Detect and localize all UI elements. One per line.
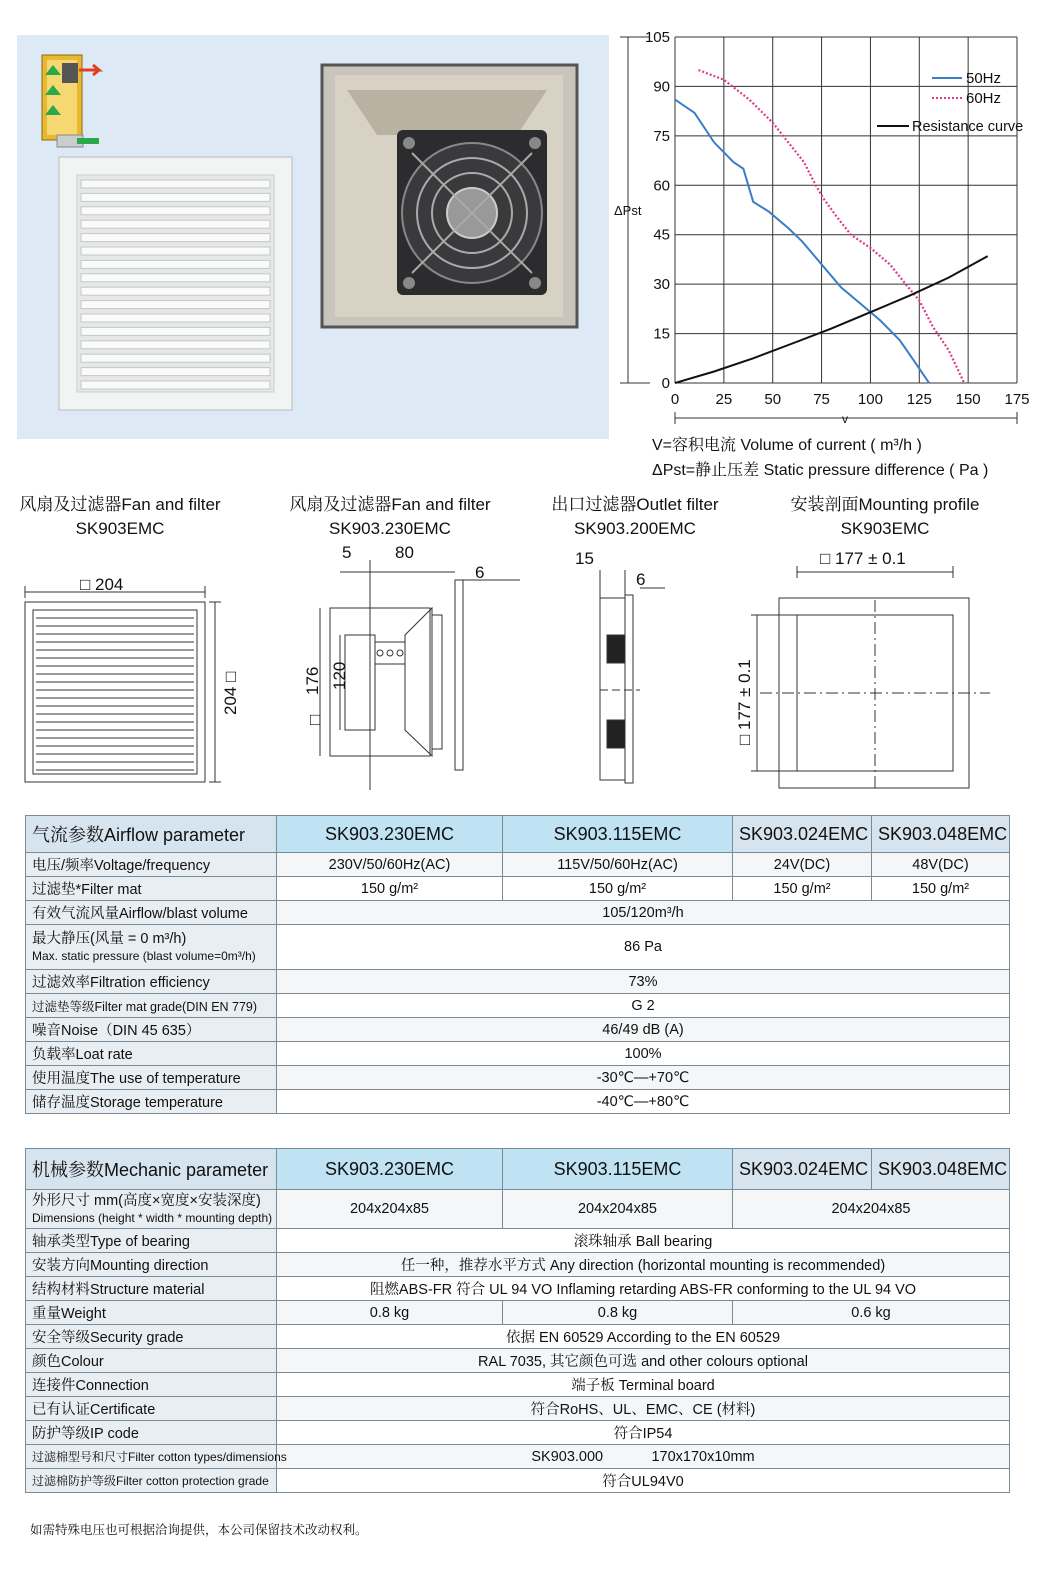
- row-label: 储存温度Storage temperature: [26, 1090, 277, 1114]
- cell: 204x204x85: [503, 1190, 733, 1229]
- cell: 符合RoHS、UL、EMC、CE (材料): [277, 1397, 1010, 1421]
- cell: 46/49 dB (A): [277, 1018, 1010, 1042]
- row-label: 安全等级Security grade: [26, 1325, 277, 1349]
- x-tick-label: 175: [1004, 391, 1030, 408]
- table-row: [26, 901, 1010, 925]
- cell: 0.8 kg: [503, 1301, 733, 1325]
- row-label: 负载率Loat rate: [26, 1042, 277, 1066]
- row-label: 已有认证Certificate: [26, 1397, 277, 1421]
- x-tick-label: 0: [670, 391, 680, 408]
- mechanic-header-model-024: SK903.024EMC: [733, 1149, 872, 1190]
- legend-label-1: 60Hz: [966, 90, 1002, 107]
- y-tick-label: 15: [653, 325, 670, 343]
- table-row: [26, 1277, 1010, 1301]
- cell: 150 g/m²: [503, 877, 733, 901]
- row-label: 重量Weight: [26, 1301, 277, 1325]
- chart-svg: [612, 25, 1032, 480]
- drawing-outlet-section: [600, 570, 665, 783]
- filter-grille-photo: [59, 157, 292, 410]
- table-row: [26, 1349, 1010, 1373]
- table-row: [26, 853, 1010, 877]
- cell: 150 g/m²: [872, 877, 1010, 901]
- airflow-table-header: [26, 816, 1010, 853]
- dim-204-width: □ 204: [80, 575, 124, 594]
- y-tick-label: 30: [653, 276, 670, 294]
- drawing-3-title: [540, 493, 730, 541]
- cell: 滚珠轴承 Ball bearing: [277, 1229, 1010, 1253]
- mechanic-header-model-115: SK903.115EMC: [503, 1149, 733, 1190]
- dim-176: 176: [303, 666, 322, 695]
- cell: 阻燃ABS-FR 符合 UL 94 VO Inflaming retarding ABS-FR conforming to the UL 94 VO: [277, 1277, 1010, 1301]
- table-row: [26, 925, 1010, 970]
- chart-y-axis-legend: ΔPst=静止压差 Static pressure difference ( Pa ): [652, 462, 989, 479]
- cell: -30℃—+70℃: [277, 1066, 1010, 1090]
- drawing-1-name: 风扇及过滤器Fan and filter: [19, 495, 221, 514]
- cell: 24V(DC): [733, 853, 872, 877]
- mechanic-header-model-230: SK903.230EMC: [277, 1149, 503, 1190]
- table-row: [26, 1229, 1010, 1253]
- dim-15: 15: [575, 549, 594, 568]
- row-label: 轴承类型Type of bearing: [26, 1229, 277, 1253]
- dim-120: 120: [330, 661, 349, 690]
- cell: 符合IP54: [277, 1421, 1010, 1445]
- row-label: 使用温度The use of temperature: [26, 1066, 277, 1090]
- table-row: [26, 1301, 1010, 1325]
- row-label-main: 最大静压(风量 = 0 m³/h): [32, 931, 187, 947]
- cell: 依据 EN 60529 According to the EN 60529: [277, 1325, 1010, 1349]
- drawing-3-name: 出口过滤器Outlet filter: [551, 495, 719, 514]
- product-photos: [17, 35, 609, 439]
- row-label: 过滤棉型号和尺寸Filter cotton types/dimensions: [26, 1445, 277, 1469]
- table-row: [26, 1445, 1010, 1469]
- technical-drawings: [0, 540, 1054, 805]
- row-label: [26, 925, 277, 970]
- drawing-2-title: [280, 493, 500, 541]
- dim-177-width: □ 177 ± 0.1: [820, 549, 906, 568]
- row-label-main: 外形尺寸 mm(高度×宽度×安装深度): [32, 1192, 261, 1209]
- mechanic-header-label: 机械参数Mechanic parameter: [26, 1149, 277, 1190]
- row-label: 过滤效率Filtration efficiency: [26, 970, 277, 994]
- cell: 端子板 Terminal board: [277, 1373, 1010, 1397]
- row-label: 连接件Connection: [26, 1373, 277, 1397]
- airflow-diagram-icon: [42, 55, 99, 147]
- cell: 0.6 kg: [733, 1301, 1010, 1325]
- row-label: 有效气流风量Airflow/blast volume: [26, 901, 277, 925]
- footnote: 如需特殊电压也可根据洽询提供，本公司保留技术改动权利。: [30, 1523, 368, 1537]
- cell: G 2: [277, 994, 1010, 1018]
- row-label: 过滤棉防护等级Filter cotton protection grade: [26, 1469, 277, 1493]
- drawing-1-title: [10, 493, 230, 541]
- airflow-header-model-115: SK903.115EMC: [503, 816, 733, 853]
- drawing-1-model: SK903EMC: [75, 519, 165, 538]
- y-tick-label: 0: [661, 375, 670, 392]
- cell: SK903.000 170x170x10mm: [277, 1445, 1010, 1469]
- mechanic-table-header: [26, 1149, 1010, 1190]
- table-row: [26, 994, 1010, 1018]
- legend-label-2: Resistance curve: [912, 119, 1024, 135]
- airflow-header-model-024: SK903.024EMC: [733, 816, 872, 853]
- airflow-parameter-table: [25, 815, 1010, 1114]
- drawing-4-name: 安装剖面Mounting profile: [790, 495, 980, 514]
- drawing-mounting-profile: [751, 566, 990, 790]
- row-label: 噪音Noise（DIN 45 635）: [26, 1018, 277, 1042]
- x-tick-label: 100: [857, 391, 883, 408]
- row-label: 过滤垫*Filter mat: [26, 877, 277, 901]
- y-tick-label: 75: [653, 127, 670, 145]
- cell: 100%: [277, 1042, 1010, 1066]
- table-row: [26, 1066, 1010, 1090]
- cell: 150 g/m²: [277, 877, 503, 901]
- table-row: [26, 1325, 1010, 1349]
- row-label: 颜色Colour: [26, 1349, 277, 1373]
- product-photo-panel: [17, 35, 609, 439]
- y-tick-label: 60: [653, 177, 670, 195]
- x-tick-label: 125: [906, 391, 932, 408]
- x-tick-label: 75: [813, 391, 830, 408]
- cell: 115V/50/60Hz(AC): [503, 853, 733, 877]
- table-row: [26, 1042, 1010, 1066]
- cell: 204x204x85: [277, 1190, 503, 1229]
- table-row: [26, 1397, 1010, 1421]
- table-row: [26, 1253, 1010, 1277]
- table-row: [26, 877, 1010, 901]
- drawing-3-model: SK903.200EMC: [574, 519, 696, 538]
- airflow-header-model-048: SK903.048EMC: [872, 816, 1010, 853]
- x-tick-label: 25: [715, 391, 733, 408]
- cell: 符合UL94V0: [277, 1469, 1010, 1493]
- cell: 204x204x85: [733, 1190, 1010, 1229]
- x-tick-label: 50: [764, 391, 782, 408]
- table-row: [26, 1018, 1010, 1042]
- cell: 230V/50/60Hz(AC): [277, 853, 503, 877]
- cell: 48V(DC): [872, 853, 1010, 877]
- dim-6-outlet: 6: [636, 570, 646, 589]
- table-row: [26, 1373, 1010, 1397]
- y-tick-label: 90: [653, 78, 670, 96]
- table-row: [26, 1469, 1010, 1493]
- dim-177-height: □ 177 ± 0.1: [735, 659, 754, 745]
- row-label-sub: Dimensions (height * width * mounting depth): [32, 1210, 273, 1225]
- x-tick-label: 150: [955, 391, 981, 408]
- cell: 73%: [277, 970, 1010, 994]
- dim-204-height: 204 □: [221, 671, 240, 715]
- row-label: [26, 1190, 277, 1229]
- y-tick-label: 45: [653, 226, 670, 244]
- cell: 150 g/m²: [733, 877, 872, 901]
- dim-6-fan: 6: [475, 563, 485, 582]
- y-axis-label: ΔPst: [614, 203, 642, 218]
- chart-x-axis-legend: V=容积电流 Volume of current ( m³/h ): [652, 437, 922, 454]
- table-row: [26, 970, 1010, 994]
- table-row: [26, 1421, 1010, 1445]
- cell: 0.8 kg: [277, 1301, 503, 1325]
- row-label: 过滤垫等级Filter mat grade(DIN EN 779): [26, 994, 277, 1018]
- row-label: 防护等级IP code: [26, 1421, 277, 1445]
- drawing-2-name: 风扇及过滤器Fan and filter: [289, 495, 491, 514]
- series-line-1: [699, 70, 965, 383]
- cell: -40℃—+80℃: [277, 1090, 1010, 1114]
- cell: 105/120m³/h: [277, 901, 1010, 925]
- cell: 86 Pa: [277, 925, 1010, 970]
- legend-label-0: 50Hz: [966, 70, 1002, 87]
- table-row: [26, 1190, 1010, 1229]
- mechanic-parameter-table: [25, 1148, 1010, 1493]
- drawing-grille-front: [25, 586, 221, 782]
- fan-unit-photo: [322, 65, 577, 327]
- drawing-fan-section: [320, 560, 520, 790]
- row-label: 电压/频率Voltage/frequency: [26, 853, 277, 877]
- row-label: 安装方向Mounting direction: [26, 1253, 277, 1277]
- y-tick-label: 105: [644, 29, 670, 46]
- mechanic-header-model-048: SK903.048EMC: [872, 1149, 1010, 1190]
- drawing-4-model: SK903EMC: [840, 519, 930, 538]
- dim-5: 5: [342, 543, 352, 562]
- cell: RAL 7035, 其它颜色可选 and other colours optional: [277, 1349, 1010, 1373]
- cell: 任一种，推荐水平方式 Any direction (horizontal mounting is recommended): [277, 1253, 1010, 1277]
- table-row: [26, 1090, 1010, 1114]
- row-label: 结构材料Structure material: [26, 1277, 277, 1301]
- row-label-sub: Max. static pressure (blast volume=0m³/h): [32, 949, 256, 963]
- dim-square-mark: □: [310, 710, 321, 729]
- drawing-4-title: [780, 493, 990, 541]
- x-axis-v-mark: v: [842, 412, 848, 426]
- airflow-header-model-230: SK903.230EMC: [277, 816, 503, 853]
- drawing-2-model: SK903.230EMC: [329, 519, 451, 538]
- pressure-airflow-chart: [612, 25, 1032, 480]
- dim-80: 80: [395, 543, 414, 562]
- airflow-header-label: 气流参数Airflow parameter: [26, 816, 277, 853]
